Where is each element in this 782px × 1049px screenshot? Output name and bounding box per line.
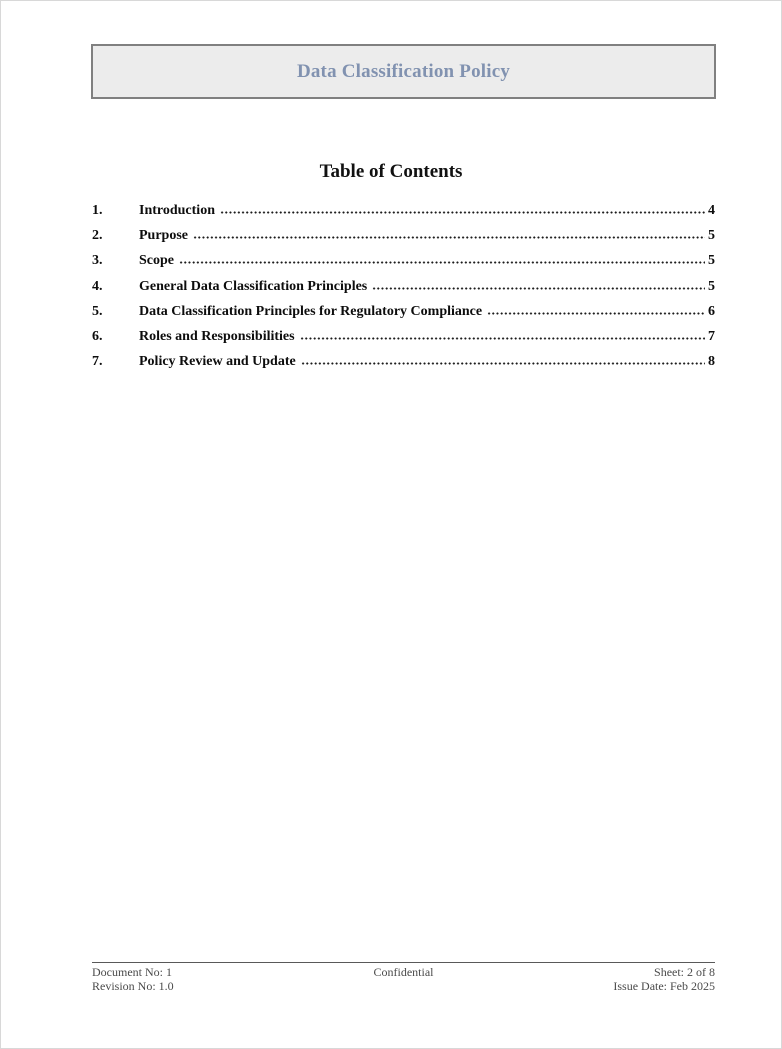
- toc-leader-dots: [301, 361, 705, 365]
- document-title-box: [91, 44, 716, 99]
- footer-left: [92, 966, 300, 993]
- toc-entry[interactable]: [92, 349, 715, 374]
- footer-sheet-number: Sheet: 2 of 8: [654, 965, 716, 979]
- toc-entry-label: Scope: [139, 253, 174, 269]
- toc-entry-page: 4: [708, 203, 715, 218]
- footer-revision-no: Revision No: 1.0: [92, 978, 174, 993]
- toc-entry[interactable]: [92, 324, 715, 349]
- toc-entry-number: 7.: [92, 354, 103, 370]
- toc-entry-label: General Data Classification Principles: [139, 278, 368, 294]
- toc-list: [92, 198, 715, 374]
- toc-entry[interactable]: [92, 274, 715, 299]
- toc-entry-page: 5: [708, 253, 715, 269]
- toc-entry-number: 6.: [92, 329, 103, 345]
- document-title: Data Classification Policy: [296, 60, 511, 82]
- toc-entry-number: 5.: [92, 303, 103, 319]
- toc-entry-page: 8: [708, 354, 715, 370]
- toc-entry[interactable]: [92, 248, 715, 273]
- toc-entry-label: Roles and Responsibilities: [139, 329, 295, 345]
- footer-center: [300, 966, 508, 993]
- toc-entry-page: 5: [708, 278, 715, 294]
- toc-leader-dots: [179, 260, 705, 264]
- toc-entry-label: Policy Review and Update: [139, 354, 296, 370]
- toc-entry-page: 6: [708, 303, 715, 319]
- toc-leader-dots: [220, 210, 705, 214]
- toc-entry[interactable]: [92, 223, 715, 248]
- footer-right: [507, 966, 715, 993]
- toc-entry-label: Introduction: [139, 203, 215, 218]
- toc-leader-dots: [300, 336, 705, 340]
- toc-entry-page: 7: [708, 329, 715, 345]
- footer-document-no: Document No: 1: [92, 965, 172, 979]
- toc-heading: Table of Contents: [319, 161, 463, 182]
- footer-confidential-label: Confidential: [373, 965, 434, 979]
- toc-leader-dots: [372, 286, 705, 290]
- toc-entry-number: 3.: [92, 253, 103, 269]
- toc-leader-dots: [193, 235, 705, 239]
- footer-issue-date: Issue Date: Feb 2025: [613, 978, 716, 993]
- toc-entry-number: 4.: [92, 278, 103, 294]
- toc-entry-label: Purpose: [139, 228, 188, 244]
- toc-entry-number: 2.: [92, 228, 103, 244]
- toc-entry[interactable]: [92, 299, 715, 324]
- toc-entry-label: Data Classification Principles for Regulatory Compliance: [139, 303, 483, 319]
- toc-leader-dots: [487, 311, 705, 315]
- page-footer: [92, 962, 715, 993]
- toc-entry-page: 5: [708, 228, 715, 244]
- toc-entry[interactable]: [92, 198, 715, 223]
- toc-entry-number: 1.: [92, 203, 103, 218]
